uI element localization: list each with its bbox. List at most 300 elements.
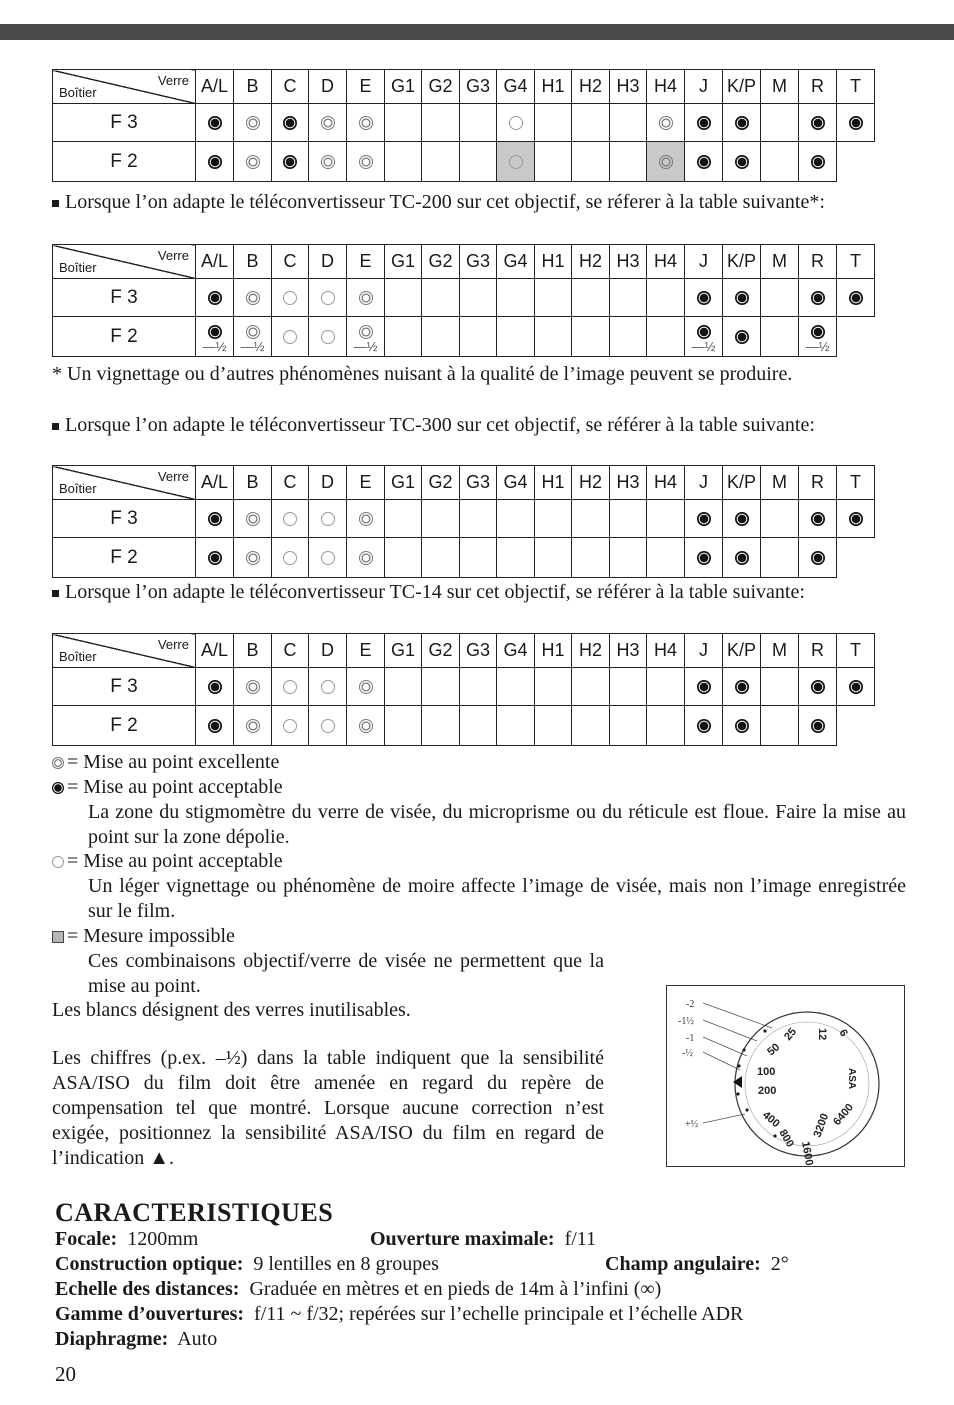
column-header: G4 bbox=[497, 634, 535, 668]
column-header: J bbox=[685, 70, 723, 104]
column-header: H2 bbox=[572, 70, 610, 104]
footnote-paragraph: * Un vignettage ou d’autres phénomènes nuisant à la qualité de l’image peuvent se produire. bbox=[52, 363, 793, 385]
table-cell bbox=[460, 279, 497, 317]
table-cell bbox=[723, 279, 761, 317]
table-cell bbox=[385, 104, 422, 142]
table-cell bbox=[799, 317, 837, 357]
column-header: A/L bbox=[196, 634, 234, 668]
legend-acceptable-open-note: Un léger vignettage ou phénomène de moire affecte l’image de visée, mais non l’image enregistrée sur le film. bbox=[88, 875, 906, 922]
table-cell bbox=[196, 668, 234, 706]
table-cell bbox=[347, 104, 385, 142]
filled-circle-icon bbox=[735, 116, 749, 130]
table-cell bbox=[799, 668, 837, 706]
table-cell bbox=[572, 538, 610, 578]
table-cell bbox=[723, 142, 761, 182]
column-header: A/L bbox=[196, 466, 234, 500]
column-header: H2 bbox=[572, 634, 610, 668]
table-cell bbox=[761, 142, 799, 182]
column-header: C bbox=[272, 245, 309, 279]
double-circle-icon bbox=[659, 155, 673, 169]
spec-echelle: Echelle des distances: Graduée en mètres et en pieds de 14m à l’infini (∞) bbox=[55, 1278, 662, 1300]
table-cell bbox=[535, 538, 572, 578]
table-cell bbox=[572, 706, 610, 746]
table-cell bbox=[572, 142, 610, 182]
spec-champ: Champ angulaire: 2° bbox=[605, 1253, 789, 1275]
column-header: G2 bbox=[422, 466, 460, 500]
double-circle-icon bbox=[52, 757, 64, 769]
table-cell bbox=[272, 279, 309, 317]
spec-diaphragme: Diaphragme: Auto bbox=[55, 1328, 218, 1350]
table-cell bbox=[234, 706, 272, 746]
asa-correction-fraction: —½ bbox=[240, 338, 265, 354]
filled-circle-icon bbox=[208, 680, 222, 694]
asa-compensation-dial-figure bbox=[666, 985, 905, 1167]
table-corner-header bbox=[53, 634, 196, 668]
table-cell bbox=[234, 668, 272, 706]
table-cell bbox=[196, 142, 234, 182]
filled-circle-icon bbox=[735, 155, 749, 169]
table-cell bbox=[272, 538, 309, 578]
table-cell bbox=[234, 500, 272, 538]
table-cell bbox=[422, 317, 460, 357]
filled-circle-icon bbox=[697, 116, 711, 130]
column-header: E bbox=[347, 70, 385, 104]
open-circle-icon bbox=[321, 512, 335, 526]
table-cell bbox=[497, 142, 535, 182]
column-header: H4 bbox=[647, 634, 685, 668]
column-header: K/P bbox=[723, 70, 761, 104]
column-header: G1 bbox=[385, 634, 422, 668]
table-cell bbox=[572, 500, 610, 538]
table-cell bbox=[761, 500, 799, 538]
table-cell bbox=[422, 104, 460, 142]
legend-fractions-note: Les chiffres (p.ex. –½) dans la table indiquent que la sensibilité ASA/ISO du film doit être amenée en regard du repère de compensation tel que montré. Lorsque aucune correction n’est exigée, positionnez la sensibilité ASA/ISO du film en regard de l’indication ▲. bbox=[52, 1047, 604, 1169]
double-circle-icon bbox=[246, 291, 260, 305]
filled-circle-icon bbox=[811, 551, 825, 565]
table-cell bbox=[497, 279, 535, 317]
column-header: J bbox=[685, 634, 723, 668]
double-circle-icon bbox=[246, 551, 260, 565]
open-circle-icon bbox=[283, 551, 297, 565]
table-cell bbox=[422, 706, 460, 746]
column-header: K/P bbox=[723, 634, 761, 668]
asa-label: ASA bbox=[846, 1068, 857, 1090]
compatibility-table-tc14 bbox=[52, 633, 875, 746]
filled-circle-icon bbox=[208, 291, 222, 305]
column-header: R bbox=[799, 466, 837, 500]
filled-circle-icon bbox=[697, 291, 711, 305]
boitier-label: Boîtier bbox=[59, 85, 97, 100]
shaded-square-icon bbox=[52, 931, 64, 943]
filled-circle-icon bbox=[283, 155, 297, 169]
top-rule-bar bbox=[0, 24, 954, 40]
compatibility-table-tc300 bbox=[52, 465, 875, 578]
table-cell bbox=[385, 279, 422, 317]
table-cell bbox=[723, 706, 761, 746]
column-header: E bbox=[347, 634, 385, 668]
verre-label: Verre bbox=[157, 248, 189, 263]
column-header: H1 bbox=[535, 634, 572, 668]
column-header: G4 bbox=[497, 245, 535, 279]
table-cell bbox=[572, 668, 610, 706]
table-cell bbox=[761, 317, 799, 357]
table-cell bbox=[234, 104, 272, 142]
table-cell bbox=[723, 668, 761, 706]
filled-circle-icon bbox=[811, 155, 825, 169]
table-cell bbox=[309, 317, 347, 357]
double-circle-icon bbox=[659, 116, 673, 130]
column-header: H4 bbox=[647, 245, 685, 279]
table-cell bbox=[497, 104, 535, 142]
legend-acceptable-open: = Mise au point acceptable bbox=[52, 849, 283, 874]
column-header: B bbox=[234, 634, 272, 668]
open-circle-icon bbox=[321, 551, 335, 565]
filled-circle-icon bbox=[849, 512, 863, 526]
column-header: E bbox=[347, 466, 385, 500]
table-cell bbox=[272, 317, 309, 357]
legend-impossible-note: Ces combinaisons objectif/verre de visée ne permettent que la mise au point. bbox=[88, 950, 604, 997]
table-cell bbox=[647, 279, 685, 317]
column-header: H4 bbox=[647, 466, 685, 500]
double-circle-icon bbox=[359, 155, 373, 169]
filled-circle-icon bbox=[811, 325, 825, 339]
double-circle-icon bbox=[359, 512, 373, 526]
table-cell bbox=[234, 279, 272, 317]
column-header: M bbox=[761, 70, 799, 104]
table-cell bbox=[610, 142, 647, 182]
asa-value: 200 bbox=[758, 1085, 777, 1097]
table-cell bbox=[837, 668, 875, 706]
asa-value: 1600 bbox=[799, 1140, 816, 1166]
dial-number: 12 bbox=[816, 1028, 828, 1041]
open-circle-icon bbox=[52, 856, 64, 868]
row-header: F 2 bbox=[53, 538, 196, 578]
column-header: C bbox=[272, 70, 309, 104]
double-circle-icon bbox=[246, 512, 260, 526]
table-corner-header bbox=[53, 466, 196, 500]
filled-circle-icon bbox=[697, 551, 711, 565]
table-cell bbox=[497, 538, 535, 578]
table-cell bbox=[196, 500, 234, 538]
bullet-icon bbox=[52, 423, 59, 430]
asa-correction-fraction: —½ bbox=[691, 338, 716, 354]
column-header: G4 bbox=[497, 466, 535, 500]
column-header: G3 bbox=[460, 70, 497, 104]
column-header: H4 bbox=[647, 70, 685, 104]
filled-circle-icon bbox=[697, 155, 711, 169]
column-header: B bbox=[234, 70, 272, 104]
table-cell bbox=[385, 317, 422, 357]
table-cell bbox=[309, 279, 347, 317]
table-cell bbox=[685, 500, 723, 538]
table-cell bbox=[347, 668, 385, 706]
table-cell bbox=[309, 668, 347, 706]
spec-gamme: Gamme d’ouvertures: f/11 ~ f/32; repérées sur l’echelle principale et l’échelle ADR bbox=[55, 1303, 744, 1325]
column-header: H1 bbox=[535, 70, 572, 104]
table-cell bbox=[647, 706, 685, 746]
table-cell bbox=[347, 279, 385, 317]
column-header: H3 bbox=[610, 634, 647, 668]
column-header: G4 bbox=[497, 70, 535, 104]
column-header: G2 bbox=[422, 70, 460, 104]
table-cell bbox=[799, 279, 837, 317]
spec-ouverture: Ouverture maximale: f/11 bbox=[370, 1228, 597, 1250]
asa-value: 6400 bbox=[831, 1101, 857, 1128]
filled-circle-icon bbox=[697, 719, 711, 733]
column-header: G3 bbox=[460, 466, 497, 500]
table-cell bbox=[647, 317, 685, 357]
table-cell bbox=[460, 706, 497, 746]
table-cell bbox=[385, 142, 422, 182]
verre-label: Verre bbox=[157, 637, 189, 652]
table-cell bbox=[572, 279, 610, 317]
bullet-icon bbox=[52, 200, 59, 207]
legend-blanks: Les blancs désignent des verres inutilisables. bbox=[52, 999, 411, 1021]
table-cell bbox=[647, 500, 685, 538]
table-header-row bbox=[53, 466, 875, 500]
table-cell bbox=[837, 142, 875, 182]
table-cell bbox=[535, 104, 572, 142]
table-cell bbox=[799, 142, 837, 182]
table-cell bbox=[723, 500, 761, 538]
legend-acceptable-filled-note: La zone du stigmomètre du verre de visée, du microprisme ou du réticule est floue. Faire la mise au point sur la zone dépolie. bbox=[88, 801, 906, 848]
table-cell bbox=[647, 104, 685, 142]
column-header: G1 bbox=[385, 466, 422, 500]
double-circle-icon bbox=[359, 719, 373, 733]
table-cell bbox=[610, 538, 647, 578]
filled-circle-icon bbox=[52, 782, 64, 794]
double-circle-icon bbox=[246, 116, 260, 130]
filled-circle-icon bbox=[735, 291, 749, 305]
table-corner-header bbox=[53, 70, 196, 104]
table-cell bbox=[497, 668, 535, 706]
column-header: K/P bbox=[723, 245, 761, 279]
table-cell bbox=[272, 668, 309, 706]
table-cell bbox=[535, 500, 572, 538]
table-cell bbox=[761, 706, 799, 746]
table-cell bbox=[347, 706, 385, 746]
table-cell bbox=[837, 317, 875, 357]
table-cell bbox=[234, 317, 272, 357]
filled-circle-icon bbox=[811, 512, 825, 526]
table-cell bbox=[460, 317, 497, 357]
table-cell bbox=[309, 104, 347, 142]
table-cell bbox=[610, 317, 647, 357]
table-cell bbox=[799, 706, 837, 746]
column-header: M bbox=[761, 245, 799, 279]
specifications-heading: CARACTERISTIQUES bbox=[55, 1198, 334, 1227]
filled-circle-icon bbox=[811, 291, 825, 305]
table-cell bbox=[685, 279, 723, 317]
table-cell bbox=[422, 279, 460, 317]
asa-value: 400 bbox=[760, 1109, 782, 1131]
column-header: T bbox=[837, 70, 875, 104]
table-cell bbox=[761, 668, 799, 706]
legend-acceptable-filled: = Mise au point acceptable bbox=[52, 775, 283, 800]
table-row bbox=[53, 500, 875, 538]
boitier-label: Boîtier bbox=[59, 260, 97, 275]
table-cell bbox=[685, 706, 723, 746]
open-circle-icon bbox=[321, 680, 335, 694]
scale-label: -1 bbox=[686, 1033, 695, 1044]
column-header: G3 bbox=[460, 245, 497, 279]
open-circle-icon bbox=[321, 719, 335, 733]
filled-circle-icon bbox=[283, 116, 297, 130]
column-header: A/L bbox=[196, 70, 234, 104]
row-header: F 2 bbox=[53, 317, 196, 357]
table-row bbox=[53, 104, 875, 142]
boitier-label: Boîtier bbox=[59, 649, 97, 664]
column-header: H1 bbox=[535, 466, 572, 500]
column-header: J bbox=[685, 466, 723, 500]
table-row bbox=[53, 538, 875, 578]
row-header: F 3 bbox=[53, 668, 196, 706]
table-corner-header bbox=[53, 245, 196, 279]
open-circle-icon bbox=[283, 512, 297, 526]
legend-impossible: = Mesure impossible bbox=[52, 924, 235, 949]
table-cell bbox=[234, 538, 272, 578]
column-header: E bbox=[347, 245, 385, 279]
bullet-icon bbox=[52, 590, 59, 597]
column-header: T bbox=[837, 634, 875, 668]
column-header: H3 bbox=[610, 70, 647, 104]
row-header: F 2 bbox=[53, 706, 196, 746]
table-cell bbox=[497, 500, 535, 538]
column-header: R bbox=[799, 245, 837, 279]
table-cell bbox=[234, 142, 272, 182]
column-header: T bbox=[837, 466, 875, 500]
column-header: G1 bbox=[385, 70, 422, 104]
scale-label: +½ bbox=[685, 1119, 699, 1130]
column-header: G3 bbox=[460, 634, 497, 668]
filled-circle-icon bbox=[849, 291, 863, 305]
double-circle-icon bbox=[359, 291, 373, 305]
filled-circle-icon bbox=[697, 680, 711, 694]
asa-value: 50 bbox=[765, 1041, 783, 1059]
table-row bbox=[53, 279, 875, 317]
table-cell bbox=[535, 142, 572, 182]
filled-circle-icon bbox=[735, 551, 749, 565]
row-header: F 2 bbox=[53, 142, 196, 182]
table-cell bbox=[610, 668, 647, 706]
table-row bbox=[53, 142, 875, 182]
boitier-label: Boîtier bbox=[59, 481, 97, 496]
double-circle-icon bbox=[321, 116, 335, 130]
verre-label: Verre bbox=[157, 469, 189, 484]
table-cell bbox=[799, 538, 837, 578]
table-cell bbox=[837, 104, 875, 142]
column-header: H2 bbox=[572, 466, 610, 500]
table-cell bbox=[761, 104, 799, 142]
open-circle-icon bbox=[321, 330, 335, 344]
column-header: G2 bbox=[422, 245, 460, 279]
table-cell bbox=[309, 500, 347, 538]
table-cell bbox=[196, 538, 234, 578]
table-header-row bbox=[53, 245, 875, 279]
filled-circle-icon bbox=[208, 155, 222, 169]
table-cell bbox=[385, 538, 422, 578]
open-circle-icon bbox=[283, 291, 297, 305]
table-cell bbox=[385, 668, 422, 706]
spec-focale: Focale: 1200mm bbox=[55, 1228, 199, 1250]
table-cell bbox=[497, 706, 535, 746]
table-row bbox=[53, 317, 875, 357]
asa-value: 25 bbox=[782, 1025, 800, 1043]
table-cell bbox=[723, 538, 761, 578]
filled-circle-icon bbox=[735, 680, 749, 694]
filled-circle-icon bbox=[849, 116, 863, 130]
verre-label: Verre bbox=[157, 73, 189, 88]
filled-circle-icon bbox=[735, 330, 749, 344]
column-header: M bbox=[761, 466, 799, 500]
table-cell bbox=[309, 706, 347, 746]
open-circle-icon bbox=[321, 291, 335, 305]
dial-number: 6 bbox=[836, 1027, 850, 1039]
tc200-paragraph: Lorsque l’on adapte le téléconvertisseur TC-200 sur cet objectif, se réferer à la table suivante*: bbox=[52, 190, 903, 215]
asa-value: 800 bbox=[776, 1127, 796, 1150]
open-circle-icon bbox=[509, 116, 523, 130]
column-header: H3 bbox=[610, 466, 647, 500]
table-cell bbox=[535, 317, 572, 357]
table-cell bbox=[422, 500, 460, 538]
table-cell bbox=[837, 279, 875, 317]
scale-label: -2 bbox=[686, 999, 695, 1010]
table-cell bbox=[422, 142, 460, 182]
tc14-paragraph: Lorsque l’on adapte le téléconvertisseur TC-14 sur cet objectif, se référer à la table suivante: bbox=[52, 580, 908, 605]
compatibility-table-main bbox=[52, 69, 875, 182]
table-cell bbox=[685, 142, 723, 182]
table-cell bbox=[196, 104, 234, 142]
table-cell bbox=[723, 317, 761, 357]
table-cell bbox=[272, 142, 309, 182]
table-cell bbox=[572, 317, 610, 357]
table-cell bbox=[196, 317, 234, 357]
compatibility-table-tc200 bbox=[52, 244, 875, 357]
column-header: D bbox=[309, 245, 347, 279]
table-cell bbox=[647, 668, 685, 706]
double-circle-icon bbox=[246, 325, 260, 339]
table-header-row bbox=[53, 70, 875, 104]
double-circle-icon bbox=[359, 551, 373, 565]
table-row bbox=[53, 668, 875, 706]
column-header: R bbox=[799, 634, 837, 668]
table-cell bbox=[761, 279, 799, 317]
table-cell bbox=[535, 279, 572, 317]
table-cell bbox=[385, 706, 422, 746]
column-header: C bbox=[272, 466, 309, 500]
column-header: D bbox=[309, 70, 347, 104]
table-cell bbox=[309, 142, 347, 182]
table-cell bbox=[685, 104, 723, 142]
page-number: 20 bbox=[55, 1362, 76, 1386]
table-cell bbox=[685, 317, 723, 357]
table-header-row bbox=[53, 634, 875, 668]
column-header: A/L bbox=[196, 245, 234, 279]
table-cell bbox=[685, 668, 723, 706]
column-header: H1 bbox=[535, 245, 572, 279]
asa-correction-fraction: —½ bbox=[805, 338, 830, 354]
row-header: F 3 bbox=[53, 500, 196, 538]
filled-circle-icon bbox=[208, 719, 222, 733]
column-header: J bbox=[685, 245, 723, 279]
column-header: C bbox=[272, 634, 309, 668]
column-header: T bbox=[837, 245, 875, 279]
filled-circle-icon bbox=[735, 719, 749, 733]
table-cell bbox=[837, 538, 875, 578]
column-header: B bbox=[234, 245, 272, 279]
table-cell bbox=[610, 279, 647, 317]
column-header: K/P bbox=[723, 466, 761, 500]
